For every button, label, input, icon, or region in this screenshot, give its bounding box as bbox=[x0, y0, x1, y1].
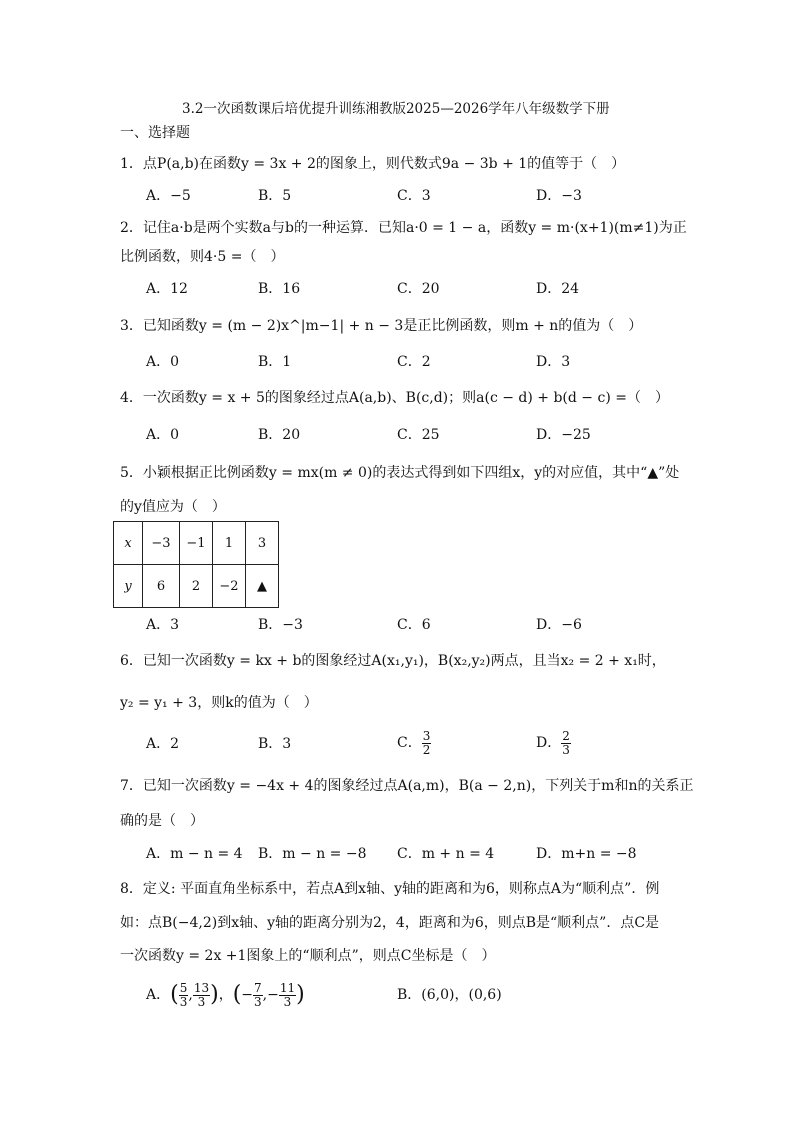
q2-option-a: A．12 bbox=[146, 281, 188, 297]
q3-option-a: A．0 bbox=[146, 354, 180, 370]
question-3-stem: 3．已知函数y = (m − 2)x^|m−1| + n − 3是正比例函数，则m + n的值为（ ） bbox=[120, 318, 643, 334]
q7-option-d: D．m+n = −8 bbox=[536, 846, 637, 862]
q5-option-a: A．3 bbox=[146, 617, 180, 633]
numerator: 3 bbox=[422, 728, 431, 743]
fraction bbox=[279, 982, 296, 1009]
question-1-stem: 1．点P(a,b)在函数y = 3x + 2的图象上，则代数式9a − 3b + 1的值等于（ ） bbox=[120, 156, 626, 172]
fraction bbox=[179, 982, 189, 1009]
q3-option-c: C．2 bbox=[397, 354, 431, 370]
numerator: 5 bbox=[179, 980, 188, 995]
question-5-stem-line2: 的y值应为（ ） bbox=[120, 499, 226, 515]
denominator: 3 bbox=[254, 994, 262, 1009]
option-label: D． bbox=[536, 735, 562, 751]
question-8-stem-line3: 一次函数y = 2x +1图象上的“顺利点”，则点C坐标是（ ） bbox=[120, 948, 496, 964]
q2-option-b: B．16 bbox=[258, 281, 301, 297]
q5-option-d: D．−6 bbox=[536, 617, 582, 633]
q2-option-d: D．24 bbox=[536, 281, 580, 297]
denominator: 3 bbox=[562, 742, 570, 757]
denominator: 3 bbox=[197, 994, 206, 1009]
denominator: 3 bbox=[283, 994, 292, 1009]
q6-option-c bbox=[397, 726, 431, 760]
q8-option-a: A．( $\frac{5}{3}$ , $\frac{13}{3}$ )，(− $\frac{7}{3}$ ,− $\frac{11}{3}$ ) bbox=[146, 980, 305, 1009]
q1-option-a: A．−5 bbox=[146, 188, 191, 204]
question-6-stem-line2: y₂ = y₁ + 3，则k的值为（ ） bbox=[120, 695, 318, 711]
numerator: 7 bbox=[254, 980, 262, 995]
q6-option-a: A．2 bbox=[146, 736, 180, 752]
question-4-stem: 4．一次函数y = x + 5的图象经过点A(a,b)、B(c,d)；则a(c − d) + b(d − c) =（ ） bbox=[120, 390, 669, 406]
option-label: C． bbox=[397, 735, 422, 751]
table-header-y: y bbox=[114, 565, 143, 608]
fraction bbox=[422, 730, 432, 757]
q5-option-c: C．6 bbox=[397, 617, 431, 633]
xy-value-table bbox=[113, 521, 279, 608]
q4-option-d: D．−25 bbox=[536, 427, 591, 443]
q1-option-c: C．3 bbox=[397, 188, 431, 204]
table-row-x bbox=[114, 522, 279, 565]
table-cell: 1 bbox=[213, 522, 246, 565]
minus-sign: − bbox=[241, 987, 254, 1003]
option-label: A． bbox=[146, 987, 171, 1003]
question-6-stem-line1: 6．已知一次函数y = kx + b的图象经过A(x₁,y₁)，B(x₂,y₂)两点，且当x₂ = 2 + x₁时， bbox=[120, 653, 666, 669]
table-cell: −3 bbox=[143, 522, 180, 565]
q7-option-c: C．m + n = 4 bbox=[397, 846, 495, 862]
q6-option-d bbox=[536, 726, 571, 760]
q3-option-b: B．1 bbox=[258, 354, 292, 370]
q6-option-b: B．3 bbox=[258, 736, 292, 752]
numerator: 11 bbox=[279, 980, 296, 995]
fraction bbox=[193, 982, 210, 1009]
table-row-y bbox=[114, 565, 279, 608]
q7-option-b: B．m − n = −8 bbox=[258, 846, 367, 862]
denominator: 3 bbox=[179, 994, 188, 1009]
table-cell: 6 bbox=[143, 565, 180, 608]
fraction bbox=[253, 982, 263, 1009]
q4-option-b: B．20 bbox=[258, 427, 301, 443]
q4-option-a: A．0 bbox=[146, 427, 180, 443]
question-7-stem-line1: 7．已知一次函数y = −4x + 4的图象经过点A(a,m)，B(a − 2,n)，下列关于m和n的关系正 bbox=[120, 778, 694, 794]
fraction bbox=[561, 730, 571, 757]
q8-option-b: B．(6,0)，(0,6) bbox=[397, 987, 502, 1003]
section-heading: 一、选择题 bbox=[120, 125, 190, 141]
q5-option-b: B．−3 bbox=[258, 617, 303, 633]
q1-option-b: B．5 bbox=[258, 188, 292, 204]
question-8-stem-line1: 8．定义: 平面直角坐标系中，若点A到x轴、y轴的距离和为6，则称点A为“顺利点”．例 bbox=[120, 881, 660, 897]
q7-option-a: A．m − n = 4 bbox=[146, 846, 243, 862]
table-cell: −2 bbox=[213, 565, 246, 608]
numerator: 13 bbox=[193, 980, 210, 995]
triangle-marker: ▲ bbox=[246, 565, 279, 608]
denominator: 2 bbox=[422, 742, 431, 757]
question-2-stem-line1: 2．记住a·b是两个实数a与b的一种运算．已知a·0 = 1 − a，函数y = m·(x+1)(m≠1)为正 bbox=[120, 220, 687, 236]
table-header-x: x bbox=[114, 522, 143, 565]
q2-option-c: C．20 bbox=[397, 281, 440, 297]
minus-sign: − bbox=[267, 987, 279, 1003]
table-cell: −1 bbox=[180, 522, 213, 565]
q1-option-d: D．−3 bbox=[536, 188, 582, 204]
question-8-stem-line2: 如：点B(−4,2)到x轴、y轴的距离分别为2，4，距离和为6，则点B是“顺利点”．点C是 bbox=[120, 915, 660, 931]
table-cell: 2 bbox=[180, 565, 213, 608]
question-7-stem-line2: 确的是（ ） bbox=[120, 813, 204, 829]
question-5-stem-line1: 5．小颖根据正比例函数y = mx(m ≠ 0)的表达式得到如下四组x，y的对应值，其中“▲”处 bbox=[120, 465, 680, 481]
question-2-stem-line2: 比例函数，则4·5 =（ ） bbox=[120, 249, 285, 265]
page-title: 3.2一次函数课后培优提升训练湘教版2025—2026学年八年级数学下册 bbox=[182, 101, 610, 117]
table-cell: 3 bbox=[246, 522, 279, 565]
q4-option-c: C．25 bbox=[397, 427, 440, 443]
numerator: 2 bbox=[562, 728, 570, 743]
q3-option-d: D．3 bbox=[536, 354, 571, 370]
